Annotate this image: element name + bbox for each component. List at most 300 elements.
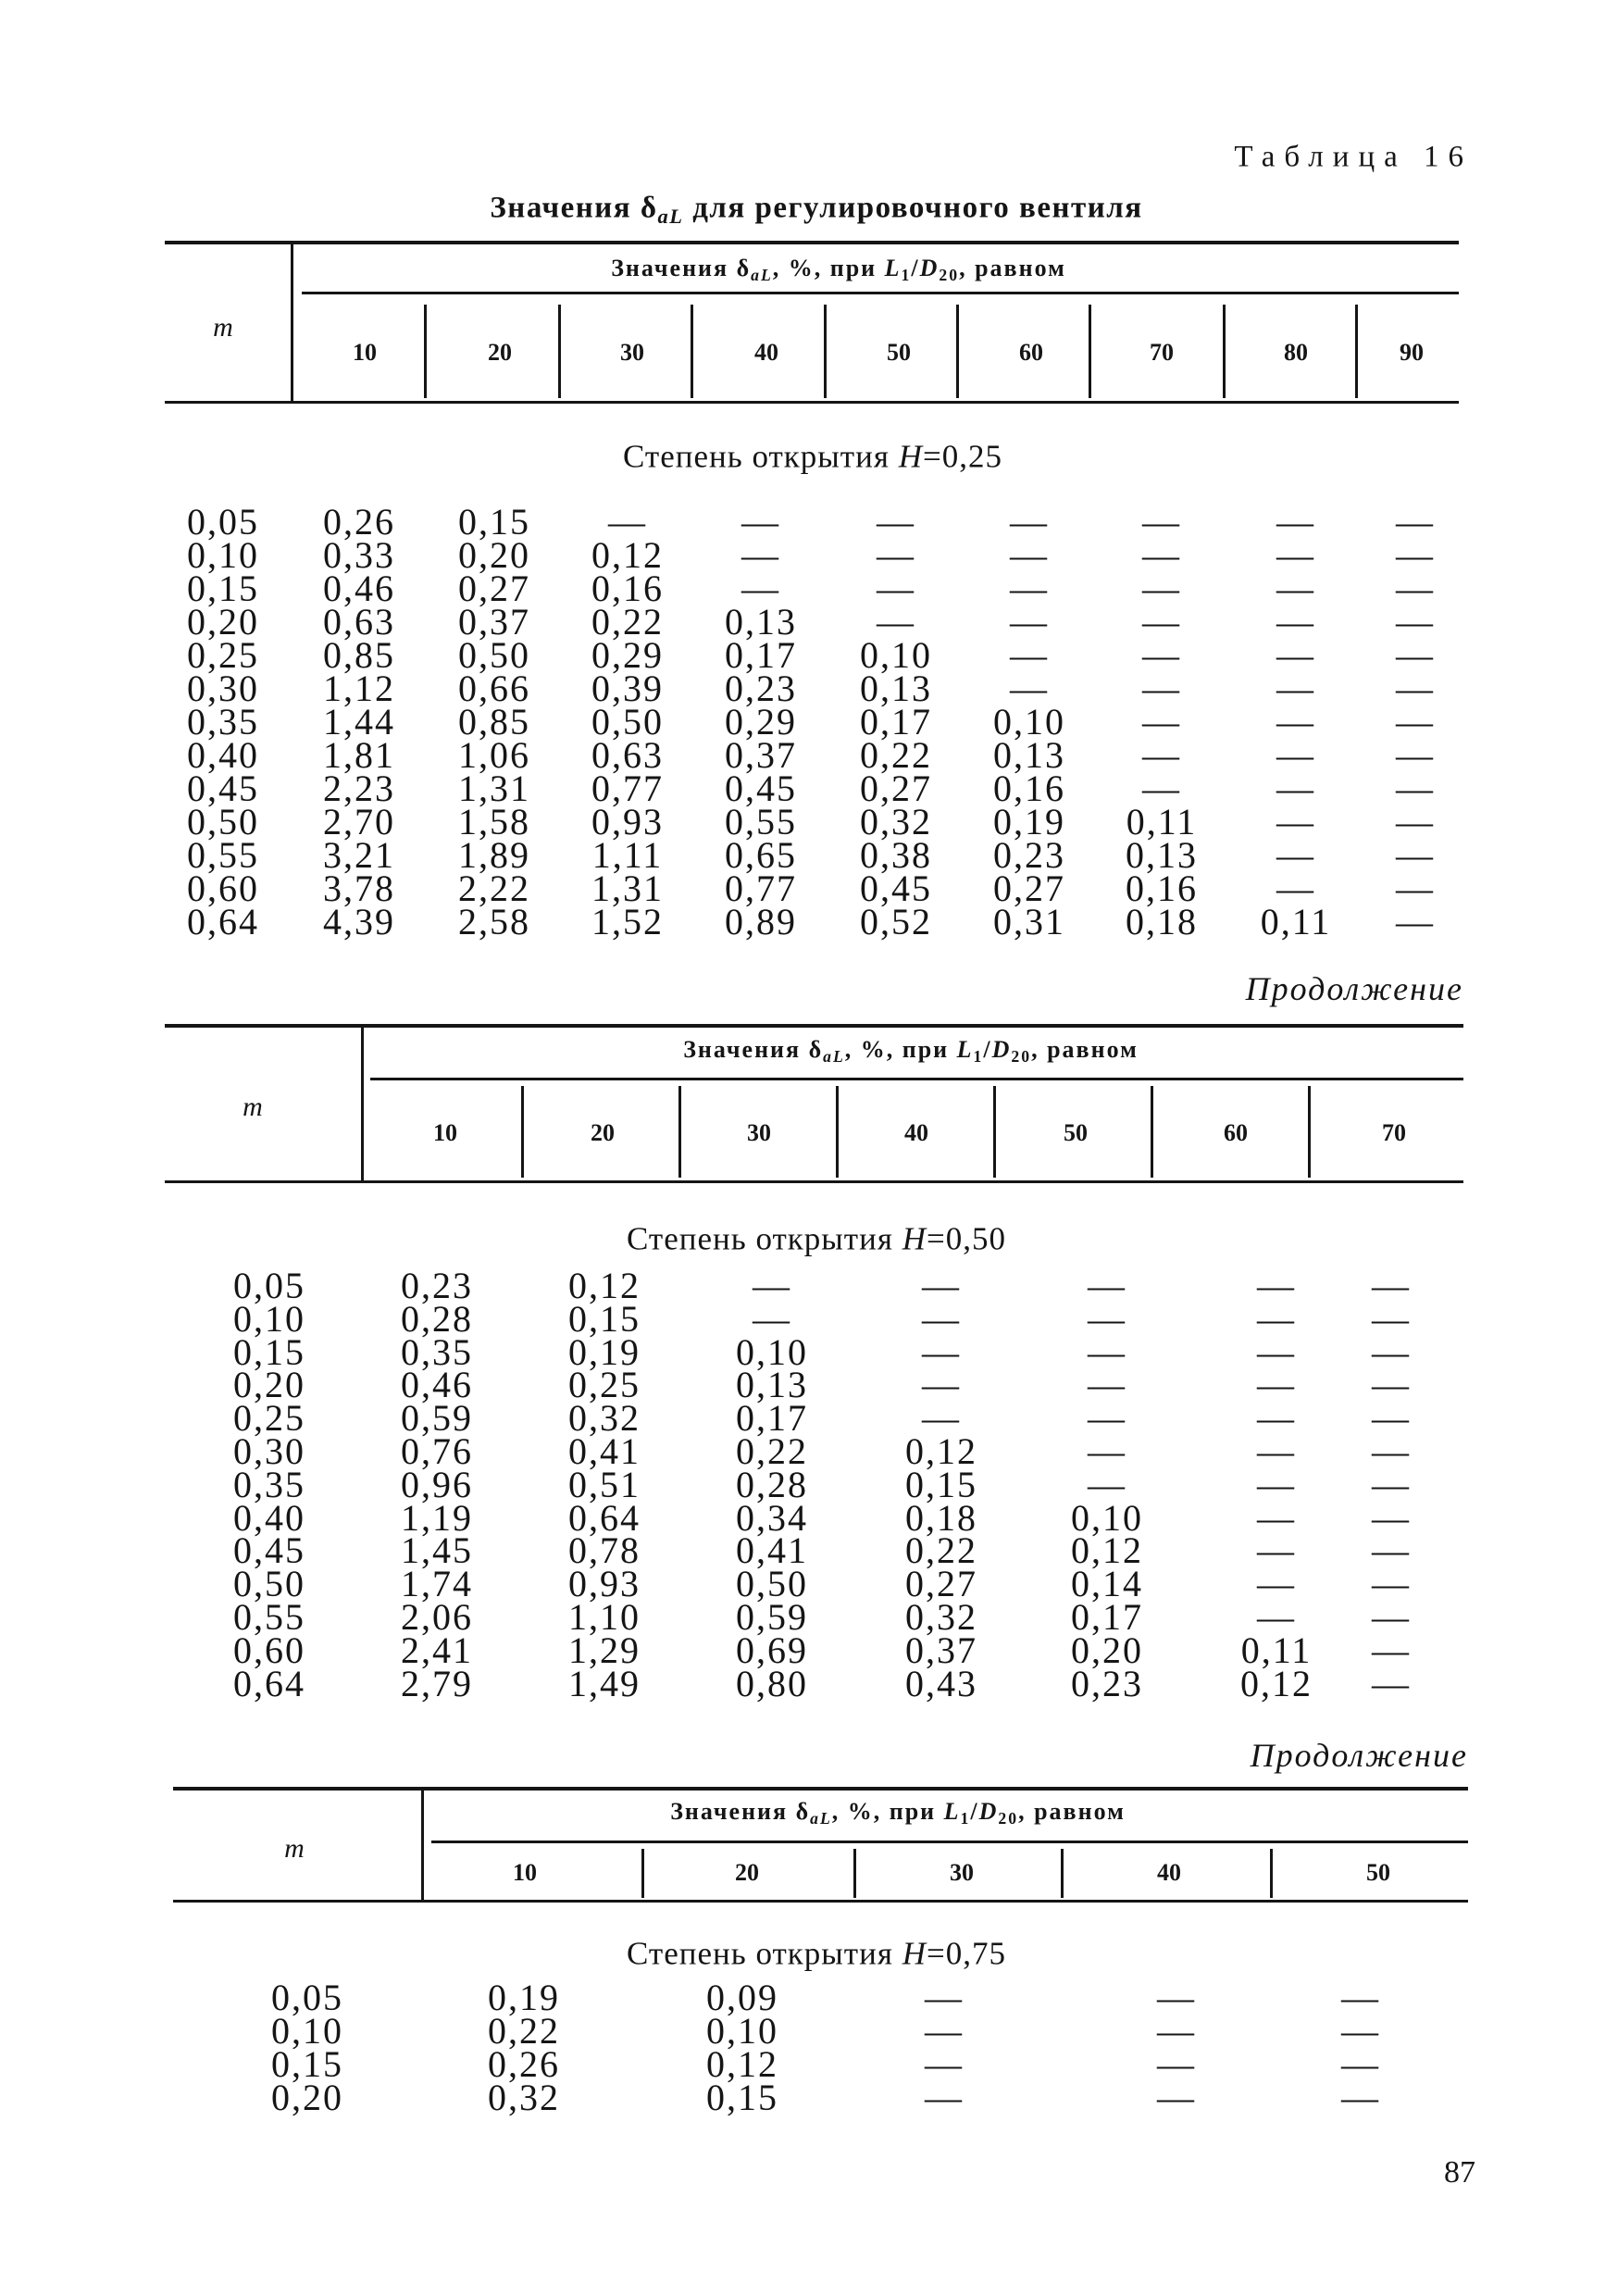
delta-value-cell: — <box>1396 601 1435 643</box>
delta-value-cell: 0,19 <box>568 1330 641 1373</box>
delta-value-cell: — <box>925 2043 964 2085</box>
column-group-header-part: L <box>943 1798 961 1826</box>
delta-value-cell: — <box>1396 534 1435 576</box>
column-group-header-part: 20 <box>1011 1047 1032 1067</box>
m-value-cell: 0,55 <box>187 834 259 876</box>
delta-value-cell: 0,15 <box>458 501 530 543</box>
column-group-header-part: 20 <box>939 266 960 285</box>
delta-value-cell: 0,41 <box>736 1529 808 1572</box>
m-value-cell: 0,35 <box>233 1463 305 1505</box>
ratio-column-header: 40 <box>754 339 778 366</box>
delta-value-cell: 0,18 <box>1126 901 1198 942</box>
delta-value-cell: — <box>1088 1330 1126 1373</box>
delta-value-cell: 1,58 <box>458 801 530 842</box>
delta-value-cell: 0,26 <box>488 2043 560 2085</box>
delta-value-cell: — <box>1396 668 1435 709</box>
delta-value-cell: 1,06 <box>458 734 530 776</box>
delta-value-cell: — <box>608 501 647 543</box>
m-value-cell: 0,20 <box>233 1364 305 1406</box>
delta-value-cell: 0,20 <box>1071 1628 1143 1671</box>
opening-degree-subtitle-part: H <box>902 1220 927 1257</box>
delta-value-cell: 0,15 <box>905 1463 977 1505</box>
delta-value-cell: 0,27 <box>860 767 932 809</box>
column-group-header-part: 1 <box>960 1809 971 1828</box>
delta-value-cell: — <box>922 1297 961 1340</box>
opening-degree-subtitle-part: =0,75 <box>926 1935 1006 1972</box>
delta-value-cell: 2,79 <box>401 1662 473 1704</box>
delta-value-cell: 0,77 <box>591 767 664 809</box>
opening-degree-subtitle-part: H <box>902 1935 927 1972</box>
m-value-cell: 0,64 <box>187 901 259 942</box>
column-group-header-part: 20 <box>998 1809 1019 1828</box>
delta-value-cell: 0,59 <box>736 1596 808 1638</box>
delta-value-cell: 0,14 <box>1071 1563 1143 1605</box>
column-group-header-part: D <box>978 1798 999 1826</box>
column-group-header-part: 1 <box>973 1047 984 1067</box>
delta-value-cell: 0,12 <box>1071 1529 1143 1572</box>
delta-value-cell: 0,10 <box>993 701 1065 742</box>
delta-value-cell: 0,77 <box>725 867 797 909</box>
m-value-cell: 0,50 <box>233 1563 305 1605</box>
m-value-cell: 0,30 <box>187 668 259 709</box>
ratio-column-header: 70 <box>1382 1119 1406 1146</box>
delta-value-cell: — <box>877 501 915 543</box>
delta-value-cell: — <box>1088 1397 1126 1440</box>
opening-degree-subtitle-part: =0,50 <box>926 1220 1006 1257</box>
delta-value-cell: 0,32 <box>488 2077 560 2118</box>
m-value-cell: 0,64 <box>233 1662 305 1704</box>
m-value-cell: 0,55 <box>233 1596 305 1638</box>
delta-value-cell: 0,78 <box>568 1529 641 1572</box>
delta-value-cell: 0,76 <box>401 1430 473 1472</box>
continuation-label: Продолжение <box>1250 1737 1468 1774</box>
column-divider <box>1270 1849 1273 1898</box>
delta-value-cell: — <box>922 1397 961 1440</box>
delta-value-cell: 0,38 <box>860 834 932 876</box>
delta-value-cell: 0,32 <box>905 1596 977 1638</box>
delta-value-cell: 0,17 <box>725 634 797 676</box>
delta-value-cell: 0,64 <box>568 1496 641 1539</box>
column-group-header-part: D <box>919 255 940 282</box>
delta-value-cell: — <box>1276 668 1315 709</box>
delta-value-cell: — <box>1257 1265 1296 1306</box>
delta-value-cell: 0,55 <box>725 801 797 842</box>
opening-degree-subtitle-part: Степень открытия <box>627 1220 902 1257</box>
delta-value-cell: — <box>1157 2077 1196 2118</box>
column-group-header-part: / <box>911 255 920 282</box>
delta-value-cell: 0,16 <box>993 767 1065 809</box>
delta-value-cell: 3,21 <box>323 834 395 876</box>
delta-value-cell: — <box>1257 1364 1296 1406</box>
column-group-header-part: 1 <box>901 266 912 285</box>
delta-value-cell: 1,19 <box>401 1496 473 1539</box>
m-value-cell: 0,15 <box>233 1330 305 1373</box>
delta-value-cell: 1,81 <box>323 734 395 776</box>
delta-value-cell: — <box>1396 767 1435 809</box>
ratio-column-header: 60 <box>1224 1119 1248 1146</box>
delta-value-cell: 0,22 <box>736 1430 808 1472</box>
delta-value-cell: — <box>1142 501 1181 543</box>
m-value-cell: 0,15 <box>271 2043 343 2085</box>
delta-value-cell: — <box>925 2077 964 2118</box>
ratio-column-header: 30 <box>950 1859 974 1886</box>
delta-value-cell: 2,41 <box>401 1628 473 1671</box>
opening-degree-subtitle <box>627 1935 1006 1972</box>
delta-value-cell: — <box>741 568 780 609</box>
table-title-part: для регулировочного вентиля <box>683 191 1143 225</box>
continuation-label: Продолжение <box>1245 970 1463 1007</box>
delta-value-cell: — <box>1157 1977 1196 2018</box>
delta-value-cell: 2,23 <box>323 767 395 809</box>
ratio-column-header: 60 <box>1019 339 1043 366</box>
delta-value-cell: 0,19 <box>488 1977 560 2018</box>
delta-value-cell: — <box>1372 1496 1411 1539</box>
delta-value-cell: 0,13 <box>993 734 1065 776</box>
delta-value-cell: — <box>753 1297 791 1340</box>
delta-value-cell: — <box>877 534 915 576</box>
delta-value-cell: 0,59 <box>401 1397 473 1440</box>
delta-value-cell: 0,16 <box>591 568 664 609</box>
delta-value-cell: — <box>922 1265 961 1306</box>
m-value-cell: 0,10 <box>271 2010 343 2052</box>
m-value-cell: 0,60 <box>233 1628 305 1671</box>
delta-value-cell: — <box>1157 2010 1196 2052</box>
delta-value-cell: 0,22 <box>488 2010 560 2052</box>
table-header-bottom-rule <box>173 1900 1468 1903</box>
delta-value-cell: — <box>1142 668 1181 709</box>
delta-value-cell: 0,41 <box>568 1430 641 1472</box>
delta-value-cell: — <box>1341 2043 1380 2085</box>
delta-value-cell: 0,23 <box>401 1265 473 1306</box>
m-value-cell: 0,50 <box>187 801 259 842</box>
delta-value-cell: 1,74 <box>401 1563 473 1605</box>
delta-value-cell: 0,11 <box>1260 901 1332 942</box>
delta-value-cell: 0,63 <box>323 601 395 643</box>
m-column-divider <box>421 1789 424 1901</box>
delta-value-cell: — <box>1142 601 1181 643</box>
m-value-cell: 0,25 <box>187 634 259 676</box>
ratio-column-header: 40 <box>1157 1859 1181 1886</box>
delta-value-cell: — <box>1088 1463 1126 1505</box>
delta-value-cell: — <box>753 1265 791 1306</box>
delta-value-cell: — <box>1341 2077 1380 2118</box>
delta-value-cell: 1,31 <box>458 767 530 809</box>
delta-value-cell: — <box>877 568 915 609</box>
m-value-cell: 0,10 <box>233 1297 305 1340</box>
delta-value-cell: 2,58 <box>458 901 530 942</box>
delta-value-cell: — <box>1010 534 1049 576</box>
delta-value-cell: 0,10 <box>860 634 932 676</box>
delta-value-cell: — <box>1142 634 1181 676</box>
delta-value-cell: 0,39 <box>591 668 664 709</box>
delta-value-cell: 0,26 <box>323 501 395 543</box>
delta-value-cell: 0,89 <box>725 901 797 942</box>
delta-value-cell: 0,31 <box>993 901 1065 942</box>
delta-value-cell: 0,12 <box>1240 1662 1313 1704</box>
column-group-header-part: Значения δ <box>683 1036 824 1064</box>
delta-value-cell: — <box>1372 1596 1411 1638</box>
delta-value-cell: 2,22 <box>458 867 530 909</box>
m-value-cell: 0,05 <box>187 501 259 543</box>
delta-value-cell: 0,10 <box>706 2010 778 2052</box>
delta-value-cell: 0,17 <box>1071 1596 1143 1638</box>
delta-value-cell: — <box>1257 1397 1296 1440</box>
m-column-header: m <box>284 1833 305 1864</box>
m-value-cell: 0,10 <box>187 534 259 576</box>
delta-value-cell: — <box>1396 568 1435 609</box>
delta-value-cell: — <box>741 501 780 543</box>
column-group-header-part: Значения δ <box>670 1798 811 1826</box>
delta-value-cell: 0,32 <box>568 1397 641 1440</box>
m-value-cell: 0,20 <box>271 2077 343 2118</box>
delta-value-cell: 0,69 <box>736 1628 808 1671</box>
column-group-header-part: , равном <box>959 255 1066 282</box>
delta-value-cell: 1,11 <box>591 834 664 876</box>
delta-value-cell: — <box>1396 634 1435 676</box>
delta-value-cell: — <box>1396 901 1435 942</box>
m-value-cell: 0,35 <box>187 701 259 742</box>
column-group-header-part: , равном <box>1018 1798 1126 1826</box>
delta-value-cell: — <box>922 1330 961 1373</box>
column-group-header <box>670 1800 1126 1828</box>
delta-value-cell: 0,37 <box>725 734 797 776</box>
page-number: 87 <box>1444 2155 1475 2190</box>
table-title-subscript: aL <box>657 204 684 228</box>
m-value-cell: 0,30 <box>233 1430 305 1472</box>
delta-value-cell: — <box>1372 1397 1411 1440</box>
delta-value-cell: — <box>1372 1463 1411 1505</box>
delta-value-cell: 0,52 <box>860 901 932 942</box>
table-number-label: Таблица 16 <box>1234 140 1473 174</box>
delta-value-cell: — <box>1372 1330 1411 1373</box>
delta-value-cell: 0,10 <box>736 1330 808 1373</box>
delta-value-cell: — <box>1088 1265 1126 1306</box>
delta-value-cell: — <box>1010 501 1049 543</box>
delta-value-cell: 0,22 <box>591 601 664 643</box>
delta-value-cell: 2,06 <box>401 1596 473 1638</box>
column-group-header-part: , %, при <box>844 1036 957 1064</box>
delta-value-cell: — <box>1276 501 1315 543</box>
delta-value-cell: — <box>1088 1297 1126 1340</box>
m-value-cell: 0,45 <box>187 767 259 809</box>
opening-degree-subtitle-part: H <box>898 438 923 475</box>
delta-value-cell: 0,45 <box>860 867 932 909</box>
delta-value-cell: 0,13 <box>1126 834 1198 876</box>
delta-value-cell: 0,16 <box>1126 867 1198 909</box>
delta-value-cell: — <box>1341 2010 1380 2052</box>
table-top-rule <box>173 1787 1468 1791</box>
delta-value-cell: 1,44 <box>323 701 395 742</box>
delta-value-cell: — <box>1396 867 1435 909</box>
delta-value-cell: 1,31 <box>591 867 664 909</box>
delta-value-cell: 0,46 <box>323 568 395 609</box>
delta-value-cell: — <box>1276 834 1315 876</box>
delta-value-cell: 0,45 <box>725 767 797 809</box>
delta-value-cell: 0,17 <box>736 1397 808 1440</box>
delta-value-cell: 0,51 <box>568 1463 641 1505</box>
delta-value-cell: 1,10 <box>568 1596 641 1638</box>
delta-value-cell: 0,23 <box>725 668 797 709</box>
delta-value-cell: 3,78 <box>323 867 395 909</box>
delta-value-cell: 1,12 <box>323 668 395 709</box>
column-group-header-part: / <box>983 1036 992 1064</box>
ratio-column-header: 30 <box>747 1119 771 1146</box>
opening-degree-subtitle-part: Степень открытия <box>627 1935 902 1972</box>
m-value-cell: 0,25 <box>233 1397 305 1440</box>
delta-value-cell: 0,43 <box>905 1662 977 1704</box>
delta-value-cell: 0,34 <box>736 1496 808 1539</box>
ratio-column-header: 50 <box>1366 1859 1390 1886</box>
delta-value-cell: 0,25 <box>568 1364 641 1406</box>
delta-value-cell: 0,17 <box>860 701 932 742</box>
ratio-column-header: 90 <box>1400 339 1424 366</box>
ratio-column-header: 20 <box>735 1859 759 1886</box>
delta-value-cell: 0,15 <box>706 2077 778 2118</box>
column-divider <box>641 1849 644 1898</box>
delta-value-cell: — <box>1372 1265 1411 1306</box>
delta-value-cell: 0,66 <box>458 668 530 709</box>
column-group-header-part: L <box>956 1036 974 1064</box>
delta-value-cell: — <box>1010 601 1049 643</box>
delta-value-cell: 0,13 <box>736 1364 808 1406</box>
column-group-header-part: Значения δ <box>611 255 752 282</box>
delta-value-cell: — <box>1142 534 1181 576</box>
delta-value-cell: 1,45 <box>401 1529 473 1572</box>
ratio-column-header: 50 <box>887 339 911 366</box>
delta-value-cell: — <box>1396 801 1435 842</box>
ratio-column-header: 40 <box>904 1119 928 1146</box>
delta-value-cell: 0,27 <box>905 1563 977 1605</box>
delta-value-cell: 0,11 <box>1126 801 1198 842</box>
delta-value-cell: — <box>1257 1496 1296 1539</box>
column-group-header-part: L <box>884 255 902 282</box>
delta-value-cell: 0,23 <box>1071 1662 1143 1704</box>
delta-value-cell: — <box>1257 1563 1296 1605</box>
delta-value-cell: — <box>1142 767 1181 809</box>
column-group-header-part: aL <box>810 1809 832 1828</box>
m-value-cell: 0,45 <box>233 1529 305 1572</box>
delta-value-cell: — <box>741 534 780 576</box>
delta-value-cell: 0,33 <box>323 534 395 576</box>
delta-value-cell: — <box>1396 834 1435 876</box>
delta-value-cell: — <box>1276 634 1315 676</box>
delta-value-cell: — <box>1142 701 1181 742</box>
delta-value-cell: 0,13 <box>860 668 932 709</box>
delta-value-cell: 0,12 <box>905 1430 977 1472</box>
delta-value-cell: — <box>1142 734 1181 776</box>
m-value-cell: 0,15 <box>187 568 259 609</box>
m-column-header: m <box>243 1092 263 1122</box>
delta-value-cell: 0,23 <box>993 834 1065 876</box>
delta-value-cell: — <box>1157 2043 1196 2085</box>
delta-value-cell: 0,12 <box>706 2043 778 2085</box>
delta-value-cell: — <box>1372 1563 1411 1605</box>
opening-degree-subtitle-part: Степень открытия <box>623 438 899 475</box>
delta-value-cell: 0,11 <box>1240 1628 1313 1671</box>
m-value-cell: 0,40 <box>187 734 259 776</box>
ratio-column-header: 80 <box>1284 339 1308 366</box>
delta-value-cell: — <box>1257 1529 1296 1572</box>
delta-value-cell: — <box>925 2010 964 2052</box>
delta-value-cell: — <box>1010 634 1049 676</box>
delta-value-cell: 4,39 <box>323 901 395 942</box>
m-value-cell: 0,60 <box>187 867 259 909</box>
delta-value-cell: 0,20 <box>458 534 530 576</box>
header-group-rule <box>431 1841 1468 1843</box>
delta-value-cell: 0,37 <box>458 601 530 643</box>
delta-value-cell: 0,15 <box>568 1297 641 1340</box>
delta-value-cell: — <box>1088 1364 1126 1406</box>
delta-value-cell: — <box>1257 1463 1296 1505</box>
delta-value-cell: 0,80 <box>736 1662 808 1704</box>
delta-value-cell: 0,12 <box>591 534 664 576</box>
delta-value-cell: — <box>1257 1596 1296 1638</box>
column-divider <box>1061 1849 1064 1898</box>
delta-value-cell: — <box>1396 701 1435 742</box>
delta-value-cell: — <box>1257 1430 1296 1472</box>
delta-value-cell: 0,28 <box>401 1297 473 1340</box>
delta-value-cell: 1,29 <box>568 1628 641 1671</box>
delta-value-cell: — <box>1276 568 1315 609</box>
delta-value-cell: — <box>1276 601 1315 643</box>
delta-value-cell: 0,85 <box>458 701 530 742</box>
ratio-column-header: 70 <box>1150 339 1174 366</box>
ratio-column-header: 50 <box>1064 1119 1088 1146</box>
opening-degree-subtitle-part: =0,25 <box>922 438 1002 475</box>
delta-value-cell: 0,29 <box>725 701 797 742</box>
delta-value-cell: 0,93 <box>568 1563 641 1605</box>
delta-value-cell: — <box>877 601 915 643</box>
ratio-column-header: 20 <box>591 1119 615 1146</box>
column-group-header-part: , равном <box>1031 1036 1139 1064</box>
delta-value-cell: 0,12 <box>568 1265 641 1306</box>
delta-value-cell: 0,10 <box>1071 1496 1143 1539</box>
delta-value-cell: — <box>1276 734 1315 776</box>
delta-value-cell: — <box>1372 1628 1411 1671</box>
delta-value-cell: — <box>1276 701 1315 742</box>
delta-value-cell: 0,32 <box>860 801 932 842</box>
delta-value-cell: 0,35 <box>401 1330 473 1373</box>
ratio-column-header: 30 <box>620 339 644 366</box>
m-value-cell: 0,40 <box>233 1496 305 1539</box>
delta-value-cell: — <box>1257 1330 1296 1373</box>
column-group-header-part: aL <box>751 266 773 285</box>
ratio-column-header: 20 <box>488 339 512 366</box>
delta-value-cell: — <box>1372 1364 1411 1406</box>
delta-value-cell: — <box>1396 734 1435 776</box>
delta-value-cell: — <box>1372 1430 1411 1472</box>
delta-value-cell: 0,18 <box>905 1496 977 1539</box>
delta-value-cell: 0,50 <box>458 634 530 676</box>
ratio-column-header: 10 <box>433 1119 457 1146</box>
delta-value-cell: 0,27 <box>993 867 1065 909</box>
delta-value-cell: 0,63 <box>591 734 664 776</box>
delta-value-cell: 0,22 <box>905 1529 977 1572</box>
delta-value-cell: 0,27 <box>458 568 530 609</box>
m-value-cell: 0,05 <box>233 1265 305 1306</box>
delta-value-cell: 0,46 <box>401 1364 473 1406</box>
delta-value-cell: 0,85 <box>323 634 395 676</box>
delta-value-cell: 0,28 <box>736 1463 808 1505</box>
delta-value-cell: 0,09 <box>706 1977 778 2018</box>
ratio-column-header: 10 <box>353 339 377 366</box>
delta-value-cell: 0,93 <box>591 801 664 842</box>
delta-value-cell: — <box>1372 1662 1411 1704</box>
delta-value-cell: 0,29 <box>591 634 664 676</box>
delta-value-cell: — <box>1088 1430 1126 1472</box>
m-value-cell: 0,20 <box>187 601 259 643</box>
delta-value-cell: — <box>1276 534 1315 576</box>
